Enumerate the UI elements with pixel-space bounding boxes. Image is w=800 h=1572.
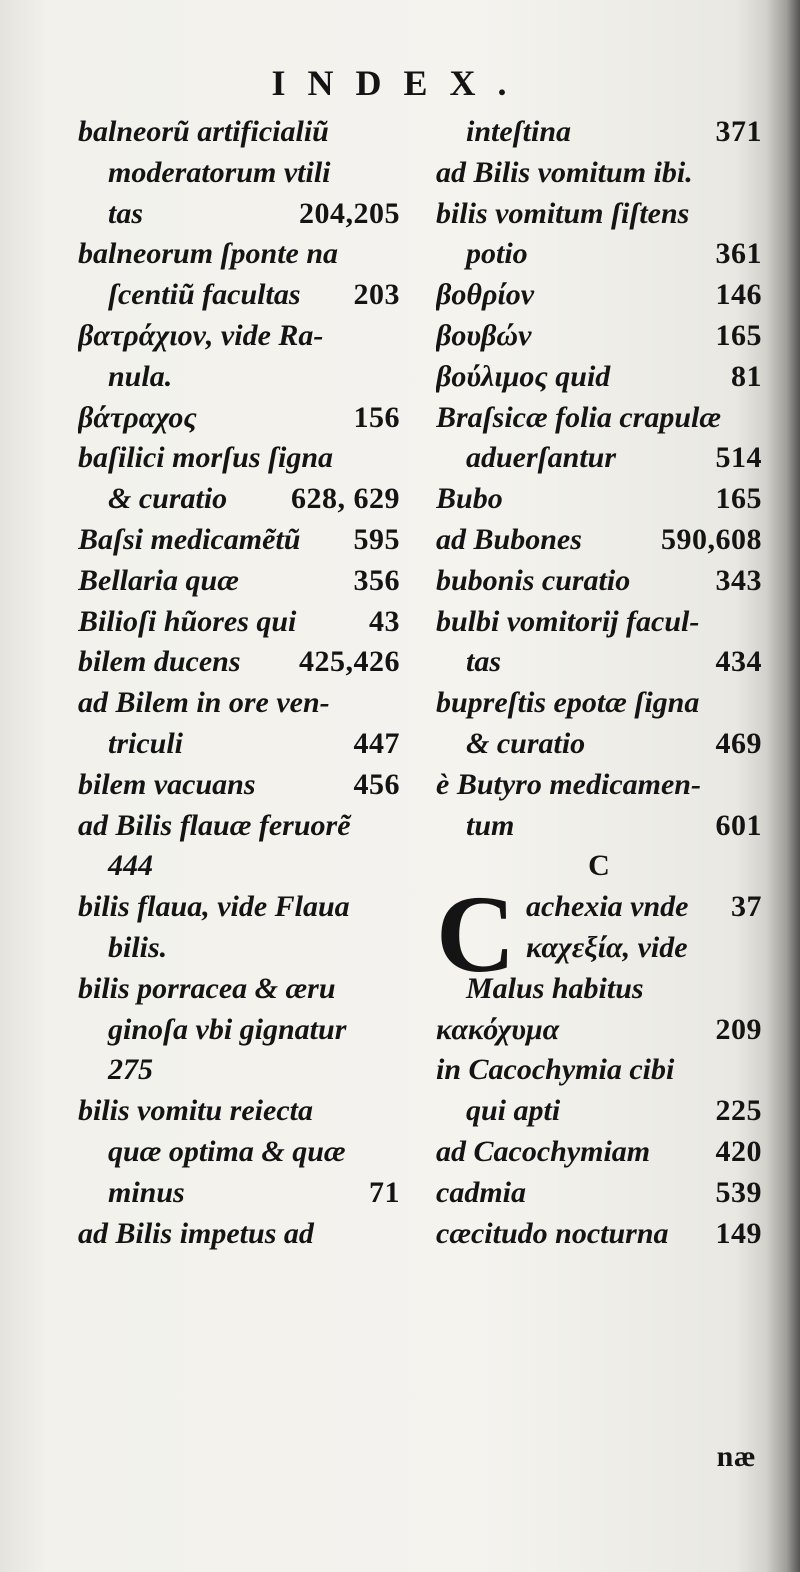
entry-page-number: 628, 629 (291, 482, 400, 516)
entry-page-number: 514 (715, 441, 762, 475)
entry-page-number: 356 (353, 563, 400, 597)
entry-text: ad Cacochymiam (436, 1134, 651, 1168)
index-entry (436, 806, 762, 847)
entry-text: βοθρίον (436, 278, 535, 312)
entry-text: cæcitudo nocturna (436, 1216, 669, 1250)
index-entry (78, 520, 400, 561)
entry-page-number: 447 (353, 726, 400, 760)
index-entry (78, 1010, 400, 1051)
entry-page-number: 434 (715, 645, 762, 679)
index-entry (78, 724, 400, 765)
entry-page-number: 165 (715, 482, 762, 516)
index-entry (436, 1173, 762, 1214)
index-entry (78, 683, 400, 724)
index-entry (436, 1010, 762, 1051)
index-entry (436, 520, 762, 561)
index-entry (78, 1132, 400, 1173)
catchword: næ (716, 1440, 756, 1473)
entry-text: & curatio (466, 726, 586, 760)
entry-text: in Cacochymia cibi (436, 1053, 675, 1087)
index-entry (436, 724, 762, 765)
dropcap-letter: C (436, 873, 516, 996)
index-entry (78, 1091, 400, 1132)
index-entry (78, 112, 400, 153)
entry-page-number: 343 (715, 563, 762, 597)
index-entry (78, 1050, 400, 1091)
entry-text: bupreſtis epotæ ſigna (436, 686, 700, 720)
index-entry (78, 153, 400, 194)
index-entry (78, 275, 400, 316)
index-entry (436, 357, 762, 398)
entry-page-number: 204,205 (299, 196, 400, 230)
entry-text: 275 (108, 1053, 153, 1087)
index-entry (78, 479, 400, 520)
entry-text: ad Bilis flauæ feruorẽ (78, 808, 351, 842)
entry-page-number: 456 (353, 767, 400, 801)
index-entry (436, 1050, 762, 1091)
entry-text: inteſtina (466, 115, 572, 148)
entry-text: tum (466, 808, 515, 842)
entry-text: è Butyro medicamen- (436, 767, 701, 801)
entry-page-number: 156 (353, 400, 400, 434)
index-entry (78, 398, 400, 439)
entry-text: Baſsi medicamẽtũ (78, 522, 301, 556)
index-entry (78, 928, 400, 969)
entry-text: & curatio (108, 482, 228, 516)
entry-text: Bubo (436, 482, 503, 516)
entry-page-number: 601 (715, 808, 762, 842)
entry-text: triculi (108, 726, 184, 760)
entry-text: Bellaria quæ (78, 563, 239, 597)
entry-page-number: 595 (353, 522, 400, 556)
entry-text: balneorum ſponte na (78, 237, 339, 271)
entry-text: baſilici morſus ſigna (78, 441, 334, 475)
index-entry (78, 234, 400, 275)
index-entry (436, 316, 762, 357)
index-column-left (78, 112, 400, 1254)
entry-text: bilis flaua, vide Flaua (78, 890, 350, 924)
index-entry (78, 1173, 400, 1214)
entry-page-number: 590,608 (661, 522, 762, 556)
index-entry (436, 234, 762, 275)
index-entry (78, 806, 400, 847)
entry-text: Braſsicæ folia crapulæ (436, 400, 721, 434)
index-entry (78, 357, 400, 398)
entry-text: βούλιμος quid (436, 359, 611, 393)
index-entry (436, 683, 762, 724)
entry-page-number: 146 (715, 278, 762, 312)
entry-page-number: 209 (715, 1012, 762, 1046)
index-entry (78, 438, 400, 479)
index-entry (436, 1132, 762, 1173)
entry-text: aduerſantur (466, 441, 617, 475)
entry-text: quæ optima & quæ (108, 1134, 346, 1168)
entry-text: ad Bubones (436, 522, 582, 556)
entry-text: bulbi vomitorij facul- (436, 604, 700, 638)
index-entry (78, 561, 400, 602)
index-entry (436, 765, 762, 806)
entry-text: moderatorum vtili (108, 155, 331, 189)
entry-text: βατράχιον, vide Ra- (78, 318, 324, 352)
index-entry (78, 1214, 400, 1255)
entry-text: bilis vomitum ſiſtens (436, 196, 690, 230)
entry-page-number: 425,426 (299, 645, 400, 679)
index-entry (436, 1214, 762, 1255)
index-entry (436, 438, 762, 479)
entry-text: ſcentiũ facultas (108, 278, 301, 312)
entry-page-number: 539 (715, 1175, 762, 1209)
entry-text: ad Bilis vomitum ibi. (436, 155, 693, 189)
index-entry (78, 194, 400, 235)
entry-page-number: 469 (715, 726, 762, 760)
entry-text: tas (108, 196, 144, 230)
entry-text: bilis porracea & æru (78, 971, 336, 1005)
entry-text: achexia vnde (526, 890, 689, 924)
index-entry (436, 194, 762, 235)
entry-text: ad Bilis impetus ad (78, 1216, 314, 1250)
entry-text: nula. (108, 359, 173, 393)
index-entry (78, 316, 400, 357)
entry-text: ad Bilem in ore ven- (78, 686, 330, 720)
entry-text: balneorũ artificialiũ (78, 115, 329, 148)
entry-text: βάτραχος (78, 400, 197, 434)
index-entry (436, 275, 762, 316)
entry-page-number: 225 (715, 1094, 762, 1128)
index-entry (436, 479, 762, 520)
entry-text: κακόχυμα (436, 1012, 560, 1046)
index-entry (78, 846, 400, 887)
entry-text: bilem ducens (78, 645, 241, 679)
index-entry (436, 642, 762, 683)
index-entry (78, 969, 400, 1010)
index-entry (436, 1091, 762, 1132)
index-entry (78, 887, 400, 928)
entry-text: C (588, 849, 610, 883)
index-entry (436, 398, 762, 439)
entry-page-number: 361 (715, 237, 762, 271)
index-entry (78, 602, 400, 643)
entry-page-number: 71 (369, 1175, 400, 1209)
entry-page-number: 81 (731, 359, 762, 393)
index-entry (436, 153, 762, 194)
page-edge-shadow (766, 0, 800, 1572)
index-entry (78, 642, 400, 683)
entry-text: minus (108, 1175, 185, 1209)
page-header: INDEX. (271, 63, 529, 103)
index-entry (436, 602, 762, 643)
entry-page-number: 37 (731, 890, 762, 924)
entry-page-number: 420 (715, 1134, 762, 1168)
entry-text: Malus habitus (466, 971, 644, 1005)
entry-text: tas (466, 645, 502, 679)
entry-text: 444 (108, 849, 153, 883)
page-footer (0, 1440, 800, 1480)
entry-page-number: 149 (715, 1216, 762, 1250)
entry-text: bilis. (108, 930, 168, 964)
entry-page-number: 203 (353, 278, 400, 312)
entry-page-number: 43 (369, 604, 400, 638)
entry-text: Bilioſi hũores qui (78, 604, 297, 638)
entry-text: bubonis curatio (436, 563, 631, 597)
index-entry (78, 765, 400, 806)
index-entry (436, 561, 762, 602)
entry-text: bilis vomitu reiecta (78, 1094, 313, 1128)
index-column-right (436, 112, 762, 1254)
entry-page-number: 371 (715, 115, 762, 148)
index-entry (436, 112, 762, 153)
entry-text: qui apti (466, 1094, 561, 1128)
entry-text: bilem vacuans (78, 767, 256, 801)
entry-text: καχεξία, vide (526, 930, 688, 964)
entry-text: potio (466, 237, 528, 271)
entry-text: ginoſa vbi gignatur (108, 1012, 347, 1046)
entry-text: cadmia (436, 1175, 526, 1209)
entry-page-number: 165 (715, 318, 762, 352)
entry-text: βουβών (436, 318, 532, 352)
